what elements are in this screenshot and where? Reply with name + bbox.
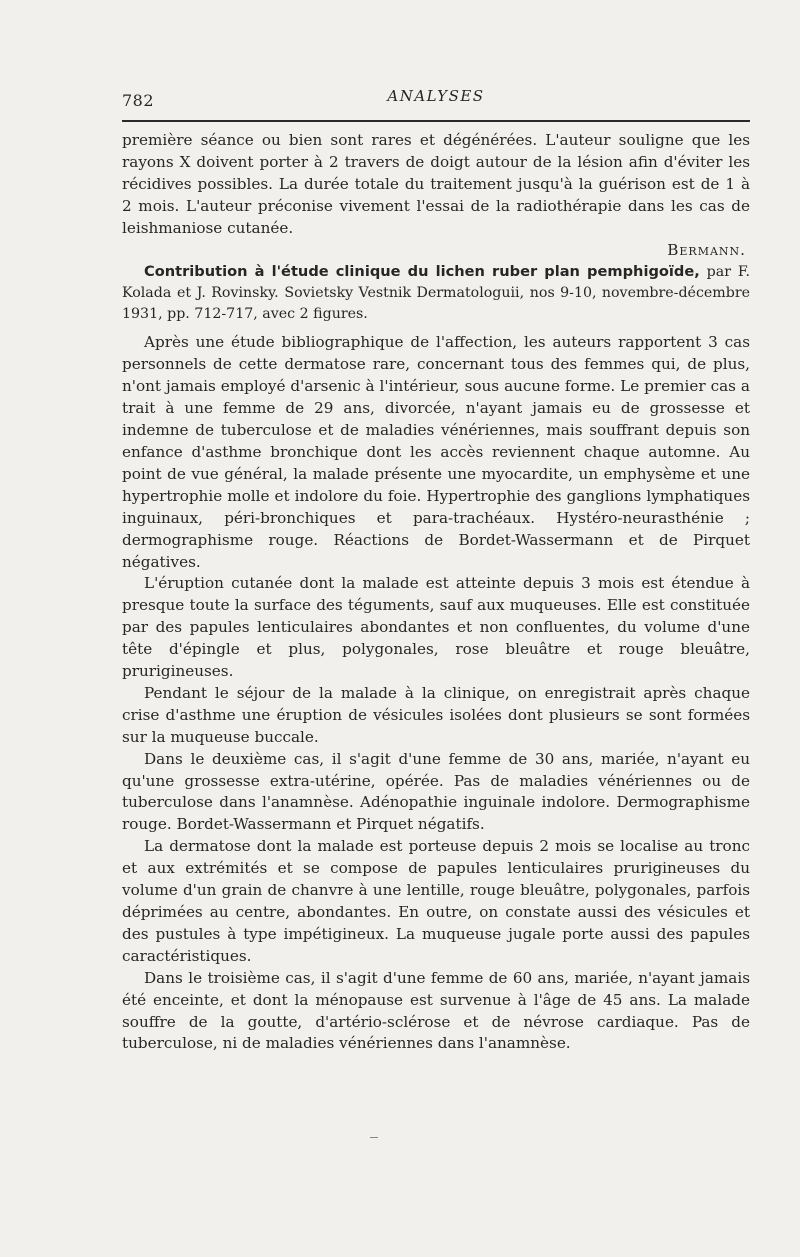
article-body [122, 332, 750, 1055]
body-paragraph-5: La dermatose dont la malade est porteuse depuis 2 mois se localise au tronc et aux extrémités et se compose de papules lenticulaires prurigineuses du volume d'un grain de chanvre à une lentille, rouge bleuâtre, polygonales, parfois déprimées au centre, abondantes. En outre, on constate aussi des vésicules et des pustules à type impétigineux. La muqueuse jugale porte aussi des papules caractéristiques. [122, 837, 750, 965]
article-author-2: J. Rovinsky. [196, 285, 279, 302]
body-paragraph-2: L'éruption cutanée dont la malade est atteinte depuis 3 mois est étendue à presque toute la surface des téguments, sauf aux muqueuses. Elle est constituée par des papules lenticulaires abondantes et non confluentes, du volume d'une tête d'épingle et plus, polygonales, rose bleuâtre et rouge bleuâtre, prurigineuses. [122, 574, 750, 681]
page-header [122, 83, 750, 123]
page-body [122, 130, 750, 1055]
previous-article-paragraph: première séance ou bien sont rares et dégénérées. L'auteur souligne que les rayons X doivent porter à 2 travers de doigt autour de la lésion afin d'éviter les récidives possibles. La durée totale du traitement jusqu'à la guérison est de 1 à 2 mois. L'auteur préconise vivement l'essai de la radiothérapie dans les cas de leishmaniose cutanée. [122, 131, 750, 237]
body-paragraph-1: Après une étude bibliographique de l'affection, les auteurs rapportent 3 cas personnels de cette dermatose rare, concernant tous des femmes qui, de plus, n'ont jamais employé d'arsenic à l'intérieur, sous aucune forme. Le premier cas a trait à une femme de 29 ans, divorcée, n'ayant jamais eu de grossesse et indemne de tuberculose et de maladies vénériennes, mais souffrant depuis son enfance d'asthme bronchique dont les accès reviennent chaque automne. Au point de vue général, la malade présente une myocardite, un emphysème et une hypertrophie molle et indolore du foie. Hypertrophie des ganglions lymphatiques inguinaux, péri-bronchiques et para-trachéaux. Hystéro-neurasthénie ; dermographisme rouge. Réactions de Bordet-Wassermann et de Pirquet négatives. [122, 333, 750, 571]
page-number: 782 [122, 91, 155, 110]
article-journal: Sovietsky Vestnik Dermatologuii, [284, 285, 525, 302]
previous-article-signature: Bermann. [667, 240, 746, 259]
body-paragraph-4: Dans le deuxième cas, il s'agit d'une femme de 30 ans, mariée, n'ayant eu qu'une grossesse extra-utérine, opérée. Pas de maladies vénériennes ou de tuberculose dans l'anamnèse. Adénopathie inguinale indolore. Dermographisme rouge. Bordet-Wassermann et Pirquet négatifs. [122, 749, 750, 834]
body-paragraph-6: Dans le troisième cas, il s'agit d'une femme de 60 ans, mariée, n'ayant jamais été enceinte, et dont la ménopause est survenue à l'âge de 45 ans. La malade souffre de la goutte, d'artério-sclérose et de névrose cardiaque. Pas de tuberculose, ni de maladies vénériennes dans l'anamnèse. [122, 968, 750, 1053]
article-par: par [706, 264, 731, 281]
running-head: ANALYSES [387, 87, 485, 105]
body-paragraph-3: Pendant le séjour de la malade à la clinique, on enregistrait après chaque crise d'asthme une éruption de vésicules isolées dont plusieurs se sont formées sur la muqueuse buccale. [122, 683, 750, 746]
footer-dash [370, 1137, 378, 1138]
article-title: Contribution à l'étude clinique du lichen ruber plan pemphigoïde, [144, 263, 700, 281]
header-rule [122, 120, 750, 122]
article-heading [122, 261, 750, 324]
article-et: et [176, 285, 192, 302]
article-reference: nos 9-10, novembre-décembre 1931, pp. 712-717, avec 2 figures. [122, 285, 751, 323]
article-author-1: F. Kolada [122, 264, 751, 302]
